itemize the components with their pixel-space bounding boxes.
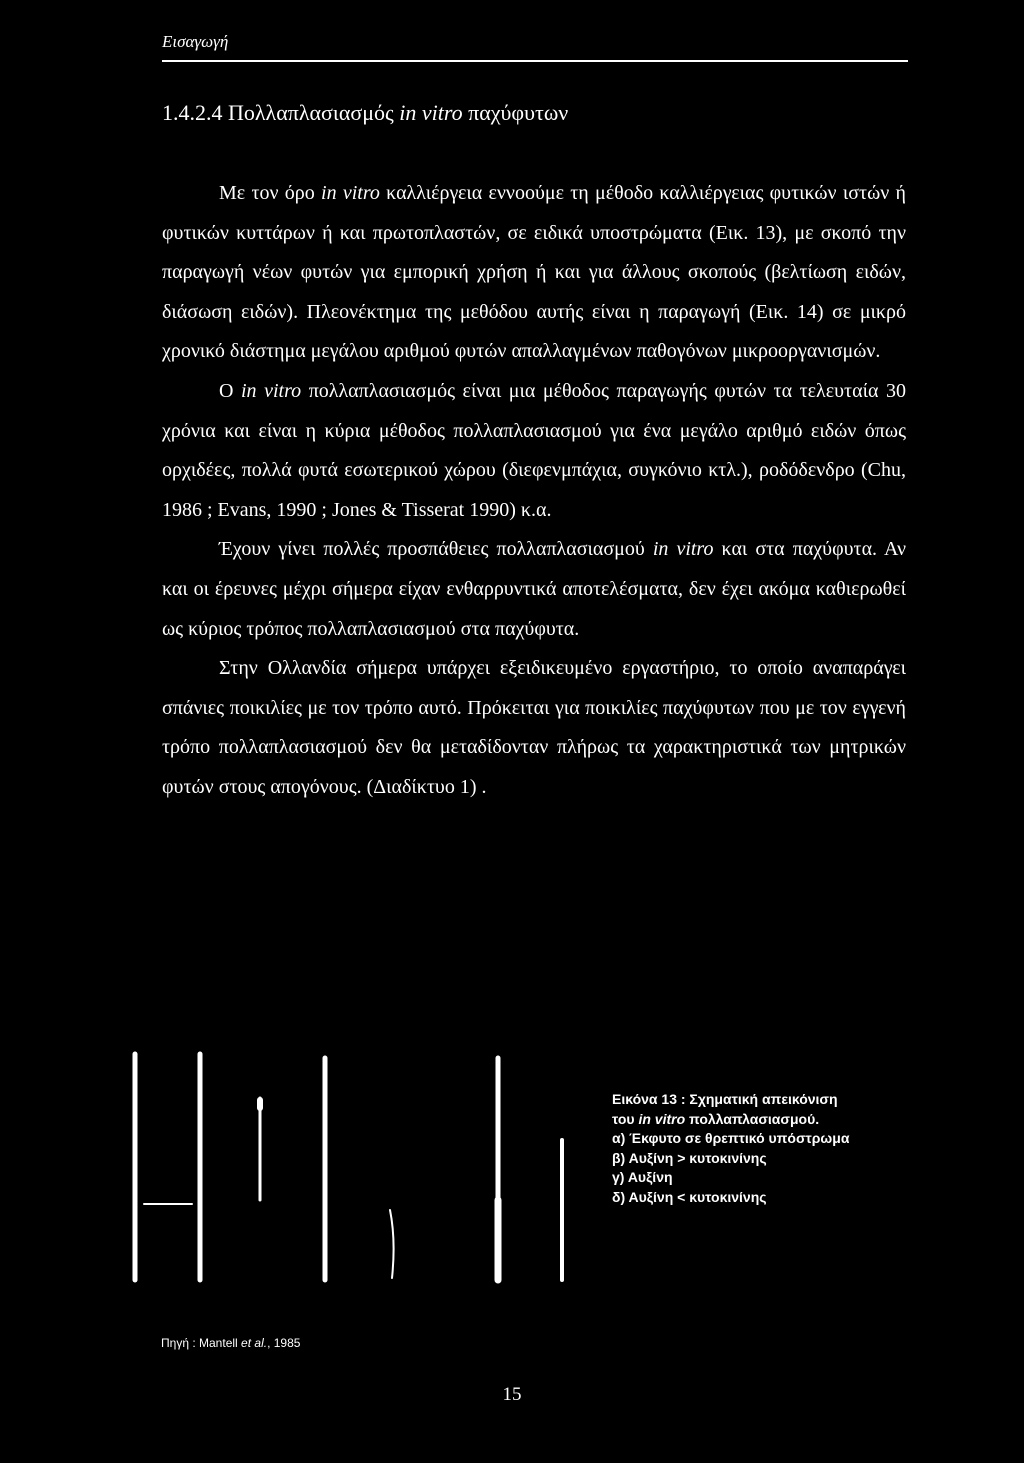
paragraph-1 xyxy=(162,174,906,372)
section-number: 1.4.2.4 xyxy=(162,100,223,125)
figure-source xyxy=(161,1336,300,1350)
paragraph-1-italic: in vitro xyxy=(321,182,380,204)
caption-title: Εικόνα 13 : Σχηματική απεικόνιση xyxy=(612,1091,838,1107)
running-title: Εισαγωγή xyxy=(162,32,229,51)
section-heading xyxy=(162,100,568,126)
paragraph-2-start: Ο xyxy=(219,379,241,402)
section-title-post: παχύφυτων xyxy=(462,100,569,125)
page-number: 15 xyxy=(502,1384,522,1405)
header-divider xyxy=(162,60,908,62)
source-post: , 1985 xyxy=(267,1336,301,1350)
caption-line-2-italic: in vitro xyxy=(638,1110,686,1127)
caption-line-2-post: πολλαπλασιασμού. xyxy=(685,1110,820,1127)
culture-tubes-illustration xyxy=(120,1050,600,1290)
caption-line-2 xyxy=(612,1110,912,1130)
section-title-pre: Πολλαπλασιασμός xyxy=(228,100,400,125)
caption-line-2-pre: του xyxy=(612,1110,639,1127)
paragraph-2-italic: in vitro xyxy=(241,379,302,402)
paragraph-4: Στην Ολλανδία σήμερα υπάρχει εξειδικευμένο εργαστήριο, το οποίο αναπαράγει σπάνιες ποικιλίες με τον τρόπο αυτό. Πρόκειται για ποικιλίες παχύφυτων που με τον εγγενή τρόπο πολλαπλασιασμού δεν θα μεταδίδονταν πλήρως τα χαρακτηριστικά των μητρικών φυτών στους απογόνους. (Διαδίκτυο 1) . xyxy=(162,657,906,798)
paragraph-3 xyxy=(162,530,906,649)
source-italic: et al. xyxy=(241,1336,268,1350)
source-pre: Πηγή : Mantell xyxy=(161,1336,242,1350)
paragraph-2-rest: πολλαπλασιασμός είναι μια μέθοδος παραγωγής φυτών τα τελευταία 30 χρόνια και είναι η κύρια μέθοδος πολλαπλασιασμού για ένα μεγάλο αριθμό ειδών όπως ορχιδέες, πολλά φυτά εσωτερικού χώρου (διεφενμπάχια, συγκόνιο κτλ.), ροδόδενδρο (Chu, 1986 ; Evans, 1990 ; Jones & Tisserat 1990) κ.α. xyxy=(162,379,906,521)
caption-item-c: γ) Αυξίνη xyxy=(612,1169,673,1185)
culture-tube-c xyxy=(390,1058,498,1280)
caption-item-b: β) Αυξίνη > κυτοκινίνης xyxy=(612,1149,767,1166)
figure-caption xyxy=(612,1090,912,1207)
paragraph-3-italic: in vitro xyxy=(652,538,714,561)
paragraph-2 xyxy=(162,372,906,530)
body-text xyxy=(162,174,906,808)
caption-item-d: δ) Αυξίνη < κυτοκινίνης xyxy=(612,1188,767,1205)
paragraph-3-rest: και στα παχύφυτα. Αν και οι έρευνες μέχρι σήμερα είχαν ενθαρρυντικά αποτελέσματα, δεν έχει ακόμα καθιερωθεί ως κύριος τρόπος πολλαπλασιασμού στα παχύφυτα. xyxy=(162,538,907,640)
section-title-italic: in vitro xyxy=(399,100,463,125)
paragraph-1-rest: καλλιέργεια εννοούμε τη μέθοδο καλλιέργειας φυτικών ιστών ή φυτικών κυττάρων ή και πρωτοπλαστών, σε ειδικά υποστρώματα (Εικ. 13), με σκοπό την παραγωγή νέων φυτών για εμπορική χρήση ή και για άλλους σκοπούς (βελτίωση ειδών, διάσωση ειδών). Πλεονέκτημα της μεθόδου αυτής είναι η παραγωγή (Εικ. 14) σε μικρό χρονικό διάστημα μεγάλου αριθμού φυτών απαλλαγμένων παθογόνων μικροοργανισμών. xyxy=(162,182,906,363)
caption-item-a: α) Έκφυτο σε θρεπτικό υπόστρωμα xyxy=(612,1130,850,1146)
culture-tube-b xyxy=(260,1058,325,1280)
paragraph-3-start: Έχουν γίνει πολλές προσπάθειες πολλαπλασιασμού xyxy=(219,538,653,561)
paragraph-1-start: Με τον όρο xyxy=(219,182,322,204)
running-header xyxy=(162,32,908,52)
culture-tube-a xyxy=(135,1054,200,1280)
